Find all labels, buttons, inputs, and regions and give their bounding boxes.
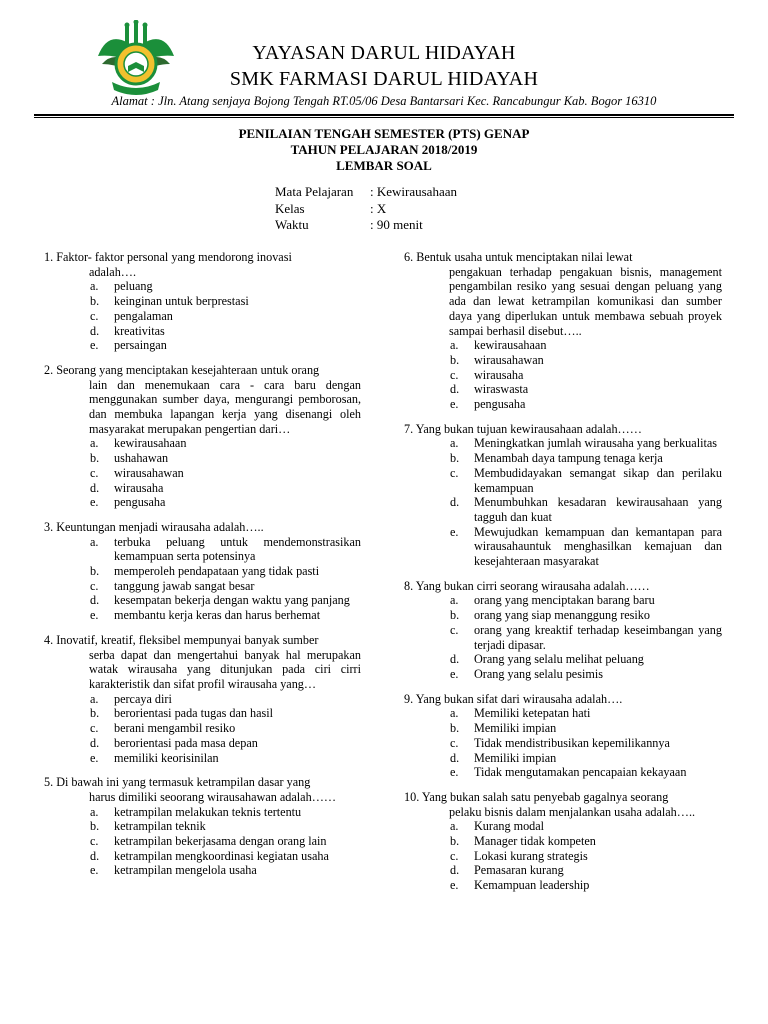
foundation-name: YAYASAN DARUL HIDAYAH	[252, 42, 516, 64]
school-name: SMK FARMASI DARUL HIDAYAH	[229, 68, 539, 90]
answer-option	[450, 466, 722, 495]
option-text: wirausaha	[474, 367, 524, 382]
answer-option	[90, 495, 361, 510]
answer-option	[90, 338, 361, 353]
option-text: Memiliki impian	[474, 721, 557, 736]
option-text: ushahawan	[114, 451, 169, 466]
answer-options	[404, 338, 722, 412]
answer-options	[404, 593, 722, 681]
option-letter: c.	[450, 465, 459, 480]
answer-option	[90, 706, 361, 721]
option-letter: b.	[450, 451, 460, 466]
option-text: berorientasi pada tugas dan hasil	[114, 706, 274, 721]
answer-option	[90, 834, 361, 849]
option-letter: b.	[450, 352, 460, 367]
option-letter: b.	[90, 451, 100, 466]
answer-option	[450, 765, 722, 780]
option-letter: a.	[450, 338, 459, 353]
letterhead	[0, 0, 768, 118]
answer-option	[450, 863, 722, 878]
question-stem: 6. Bentuk usaha untuk menciptakan nilai lewat	[404, 250, 633, 264]
academic-year: TAHUN PELAJARAN 2018/2019	[290, 142, 478, 157]
question-10	[404, 790, 722, 893]
option-text: ketrampilan melakukan teknis tertentu	[114, 804, 302, 819]
option-text: keinginan untuk berprestasi	[114, 294, 249, 309]
option-letter: e.	[90, 863, 99, 878]
question-4	[44, 633, 361, 765]
option-text: peluang	[114, 279, 153, 294]
option-letter: c.	[450, 848, 459, 863]
option-text: persaingan	[114, 338, 167, 353]
question-stem: 4. Inovatif, kreatif, fleksibel mempunyai banyak sumber	[44, 632, 319, 647]
answer-option	[450, 608, 722, 623]
answer-option	[90, 751, 361, 766]
question-9	[404, 692, 722, 780]
answer-option	[90, 849, 361, 864]
option-text: percaya diri	[114, 691, 172, 706]
answer-options	[44, 436, 361, 510]
option-letter: a.	[90, 804, 99, 819]
exam-meta	[275, 184, 457, 234]
option-letter: d.	[450, 495, 460, 510]
answer-option	[450, 834, 722, 849]
option-text: memiliki keorisinilan	[114, 750, 219, 765]
option-text: wirausahawan	[474, 352, 544, 367]
answer-option	[90, 564, 361, 579]
option-letter: d.	[90, 735, 100, 750]
answer-option	[450, 878, 722, 893]
option-letter: c.	[90, 834, 99, 849]
option-letter: b.	[90, 564, 100, 579]
answer-options	[404, 436, 722, 568]
option-text: ketrampilan bekerjasama dengan orang lain	[114, 834, 327, 849]
option-text: orang yang menciptakan barang baru	[474, 593, 655, 608]
option-letter: b.	[90, 819, 100, 834]
question-stem: 1. Faktor- faktor personal yang mendorong inovasi	[44, 250, 292, 264]
option-letter: c.	[90, 578, 99, 593]
question-5	[44, 775, 361, 878]
option-letter: e.	[450, 765, 459, 780]
question-7	[404, 422, 722, 569]
answer-options	[44, 805, 361, 879]
option-text: Orang yang selalu pesimis	[474, 666, 603, 681]
option-letter: e.	[450, 524, 459, 539]
option-text: Menumbuhkan kesadaran kewirausahaan yang tagguh dan kuat	[474, 495, 722, 524]
answer-option	[90, 466, 361, 481]
option-letter: d.	[450, 652, 460, 667]
question-stem: 2. Seorang yang menciptakan kesejahteraan untuk orang	[44, 362, 320, 377]
option-letter: e.	[90, 750, 99, 765]
option-letter: a.	[450, 593, 459, 608]
answer-option	[450, 397, 722, 412]
answer-option	[450, 849, 722, 864]
question-stem: 9. Yang bukan sifat dari wirausaha adalah….	[404, 691, 623, 706]
option-text: kewirausahaan	[474, 338, 547, 353]
option-text: ketrampilan mengkoordinasi kegiatan usaha	[114, 848, 329, 863]
question-stem: 10. Yang bukan salah satu penyebab gagalnya seorang	[404, 789, 669, 804]
option-text: orang yang kreaktif terhadap keseimbangan yang terjadi dipasar.	[474, 622, 722, 652]
answer-option	[90, 736, 361, 751]
option-letter: d.	[450, 863, 460, 878]
meta-label: Mata Pelajaran	[275, 184, 354, 199]
option-text: Pemasaran kurang	[474, 863, 564, 878]
option-text: pengusaha	[474, 397, 526, 412]
option-letter: a.	[90, 279, 99, 294]
answer-option	[450, 652, 722, 667]
option-text: Meningkatkan jumlah wirausaha yang berkualitas	[474, 436, 718, 451]
answer-option	[90, 324, 361, 339]
option-letter: d.	[90, 323, 100, 338]
answer-option	[90, 593, 361, 608]
option-text: pengusaha	[114, 495, 166, 510]
meta-value: : 90 menit	[370, 217, 423, 232]
option-text: ketrampilan mengelola usaha	[114, 863, 257, 878]
option-text: wirausahawan	[114, 465, 184, 480]
option-letter: a.	[90, 436, 99, 451]
option-letter: d.	[90, 848, 100, 863]
answer-option	[450, 338, 722, 353]
option-letter: c.	[450, 367, 459, 382]
answer-option	[450, 353, 722, 368]
answer-option	[450, 706, 722, 721]
option-letter: d.	[90, 593, 100, 608]
option-text: ketrampilan teknik	[114, 819, 206, 834]
answer-option	[90, 481, 361, 496]
answer-option	[450, 736, 722, 751]
answer-option	[450, 368, 722, 383]
question-1	[44, 250, 361, 353]
question-stem-continuation: pengakuan terhadap pengakuan bisnis, management pengambilan resiko yang sesuai dengan peluang yang ada dan lewat ketrampilan komunikasi dan sumber daya yang diperlukan untuk membawa sebuah proyek sampai berhasil disebut…..	[449, 264, 722, 338]
answer-option	[90, 608, 361, 623]
option-text: Lokasi kurang strategis	[474, 848, 588, 863]
option-letter: e.	[90, 608, 99, 623]
option-text: wiraswasta	[474, 382, 529, 397]
answer-option	[450, 819, 722, 834]
option-text: Tidak mendistribusikan kepemilikannya	[474, 735, 670, 750]
answer-option	[450, 451, 722, 466]
option-letter: c.	[90, 721, 99, 736]
question-6	[404, 250, 722, 412]
option-text: berorientasi pada masa depan	[114, 735, 258, 750]
questions-right-column	[404, 250, 722, 903]
answer-options	[404, 706, 722, 780]
option-letter: a.	[90, 691, 99, 706]
question-stem-continuation: adalah….	[89, 264, 137, 279]
meta-value: : X	[370, 200, 387, 216]
answer-option	[90, 819, 361, 834]
answer-option	[450, 623, 722, 652]
option-letter: b.	[450, 721, 460, 736]
meta-label: Waktu	[275, 217, 309, 232]
option-letter: c.	[450, 622, 459, 637]
option-letter: c.	[450, 735, 459, 750]
meta-row-class	[275, 201, 457, 218]
option-text: pengalaman	[114, 308, 173, 323]
question-2	[44, 363, 361, 510]
option-text: orang yang siap menanggung resiko	[474, 608, 650, 623]
answer-option	[450, 525, 722, 569]
header-divider-thin	[34, 117, 734, 118]
question-stem-continuation: harus dimiliki seoorang wirausahawan adalah……	[89, 789, 337, 804]
option-letter: d.	[450, 750, 460, 765]
answer-option	[90, 579, 361, 594]
option-text: memperoleh pendapataan yang tidak pasti	[114, 564, 320, 579]
option-text: kewirausahaan	[114, 436, 187, 451]
answer-option	[450, 751, 722, 766]
answer-option	[90, 692, 361, 707]
meta-value: : Kewirausahaan	[370, 184, 457, 199]
option-letter: e.	[450, 666, 459, 681]
question-stem: 3. Keuntungan menjadi wirausaha adalah…..	[44, 519, 264, 534]
option-letter: c.	[90, 465, 99, 480]
option-letter: d.	[90, 480, 100, 495]
question-stem: 8. Yang bukan cirri seorang wirausaha adalah……	[404, 578, 650, 593]
option-letter: e.	[90, 495, 99, 510]
answer-option	[90, 805, 361, 820]
option-text: kreativitas	[114, 323, 165, 338]
option-text: Kemampuan leadership	[474, 878, 590, 893]
answer-options	[404, 819, 722, 893]
option-letter: c.	[90, 308, 99, 323]
option-text: wirausaha	[114, 480, 164, 495]
option-letter: e.	[90, 338, 99, 353]
option-letter: a.	[90, 534, 99, 549]
answer-option	[450, 721, 722, 736]
option-text: Memiliki impian	[474, 750, 557, 765]
exam-title: PENILAIAN TENGAH SEMESTER (PTS) GENAP	[238, 126, 530, 141]
answer-options	[44, 279, 361, 353]
option-letter: b.	[450, 834, 460, 849]
option-text: Menambah daya tampung tenaga kerja	[474, 451, 663, 466]
option-text: membantu kerja keras dan harus berhemat	[114, 608, 321, 623]
question-stem-continuation: pelaku bisnis dalam menjalankan usaha adalah…..	[449, 804, 696, 819]
answer-option	[450, 593, 722, 608]
option-text: tanggung jawab sangat besar	[114, 578, 255, 593]
option-letter: b.	[90, 294, 100, 309]
option-text: kesempatan bekerja dengan waktu yang panjang	[114, 593, 350, 608]
option-letter: a.	[450, 819, 459, 834]
option-letter: d.	[450, 382, 460, 397]
option-text: Manager tidak kompeten	[474, 834, 596, 849]
answer-option	[90, 451, 361, 466]
meta-row-subject	[275, 184, 457, 201]
option-text: berani mengambil resiko	[114, 721, 236, 736]
option-text: Memiliki ketepatan hati	[474, 706, 591, 721]
question-3	[44, 520, 361, 623]
option-text: Mewujudkan kemampuan dan kemantapan para wirausahauntuk menghasilkan kemajuan dan kesejahteraan masyarakat	[474, 524, 722, 569]
answer-option	[450, 667, 722, 682]
option-text: Membudidayakan semangat sikap dan perilaku kemampuan	[474, 465, 722, 495]
option-text: Kurang modal	[474, 819, 545, 834]
answer-option	[90, 294, 361, 309]
option-text: Tidak mengutamakan pencapaian kekayaan	[474, 765, 687, 780]
option-letter: b.	[90, 706, 100, 721]
option-text: terbuka peluang untuk mendemonstrasikan kemampuan serta potensinya	[114, 534, 361, 564]
answer-option	[90, 309, 361, 324]
answer-option	[90, 535, 361, 564]
option-letter: e.	[450, 397, 459, 412]
header-divider-thick	[34, 114, 734, 116]
questions-left-column	[44, 250, 361, 888]
answer-options	[44, 692, 361, 766]
answer-options	[44, 535, 361, 623]
answer-option	[450, 382, 722, 397]
question-stem: 5. Di bawah ini yang termasuk ketrampilan dasar yang	[44, 775, 311, 790]
answer-option	[90, 721, 361, 736]
school-address: Alamat : Jln. Atang senjaya Bojong Tengah RT.05/06 Desa Bantarsari Kec. Rancabungur Kab. Bogor 16310	[111, 94, 657, 108]
answer-option	[90, 863, 361, 878]
option-letter: e.	[450, 878, 459, 893]
meta-row-time	[275, 217, 457, 234]
answer-option	[90, 436, 361, 451]
sheet-title: LEMBAR SOAL	[336, 158, 432, 173]
answer-option	[450, 436, 722, 451]
question-stem-continuation: serba dapat dan mengertahui banyak hal merupakan watak wirausaha yang ditunjukan pada ciri cirri karakteristik dan sifat profil wirausaha yang…	[89, 647, 361, 691]
option-text: Orang yang selalu melihat peluang	[474, 652, 644, 667]
answer-option	[90, 279, 361, 294]
exam-title-block	[0, 126, 768, 174]
option-letter: a.	[450, 436, 459, 451]
question-stem: 7. Yang bukan tujuan kewirausahaan adalah……	[404, 421, 642, 436]
option-letter: b.	[450, 608, 460, 623]
option-letter: a.	[450, 706, 459, 721]
meta-label: Kelas	[275, 200, 305, 216]
question-stem-continuation: lain dan menemukaan cara - cara baru dengan menggunakan sumber daya, mengurangi pemborosan, dan membuka lapangan kerja yang disenangi oleh masyarakat merupakan pengertian dari…	[89, 377, 361, 436]
question-8	[404, 579, 722, 682]
answer-option	[450, 495, 722, 524]
